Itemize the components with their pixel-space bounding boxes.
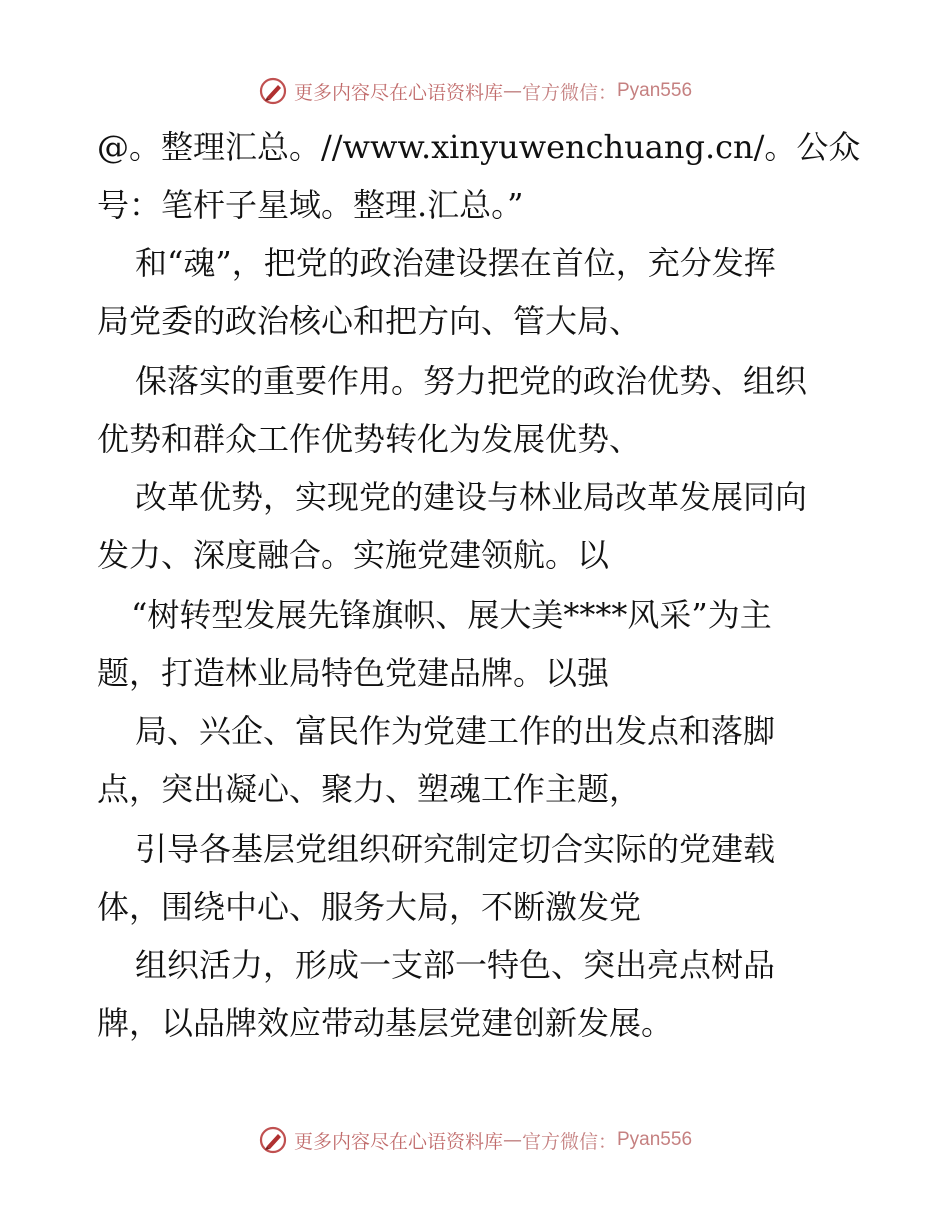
banner-wechat-label: 官方微信： xyxy=(521,81,617,104)
header-banner xyxy=(0,73,950,109)
body-line-9: “树转型发展先锋旗帜、展大美****风采”为主 xyxy=(131,596,772,634)
footer-separator: — xyxy=(502,1129,522,1151)
footer-wechat-label: 官方微信： xyxy=(521,1130,617,1153)
body-line-10: 题，打造林业局特色党建品牌。以强 xyxy=(97,654,610,692)
footer-site-text: 更多内容尽在心语资料库 xyxy=(293,1130,503,1153)
body-line-14: 体，围绕中心、服务大局，不断激发党 xyxy=(97,888,642,926)
body-line-13: 引导各基层党组织研究制定切合实际的党建载 xyxy=(135,830,776,868)
body-line-11: 局、兴企、富民作为党建工作的出发点和落脚 xyxy=(135,712,776,750)
body-line-8: 发力、深度融合。实施党建领航。以 xyxy=(97,536,610,574)
body-line-5: 保落实的重要作用。努力把党的政治优势、组织 xyxy=(135,362,808,400)
body-line-12: 点，突出凝心、聚力、塑魂工作主题， xyxy=(97,770,642,808)
footer-wechat-handle: Pyan556 xyxy=(617,1129,693,1150)
body-line-2: 号：笔杆子星域。整理.汇总。” xyxy=(97,186,524,224)
body-line-3: 和“魂”，把党的政治建设摆在首位，充分发挥 xyxy=(135,244,776,282)
banner-site-text: 更多内容尽在心语资料库 xyxy=(293,81,503,104)
banner-wechat-handle: Pyan556 xyxy=(617,80,693,101)
body-line-1-text: @。整理汇总。//www.xinyuwenchuang.cn/。公众 xyxy=(97,128,861,166)
footer-banner xyxy=(0,1122,950,1158)
body-line-15: 组织活力，形成一支部一特色、突出亮点树品 xyxy=(135,946,776,984)
banner-separator: — xyxy=(502,80,522,102)
pen-logo-icon xyxy=(258,1125,288,1155)
body-line-7: 改革优势，实现党的建设与林业局改革发展同向 xyxy=(135,478,808,516)
body-line-6: 优势和群众工作优势转化为发展优势、 xyxy=(97,420,642,458)
body-line-16: 牌，以品牌效应带动基层党建创新发展。 xyxy=(97,1004,674,1042)
pen-logo-icon xyxy=(258,76,288,106)
body-line-4: 局党委的政治核心和把方向、管大局、 xyxy=(97,302,642,340)
body-line-1 xyxy=(97,127,860,167)
